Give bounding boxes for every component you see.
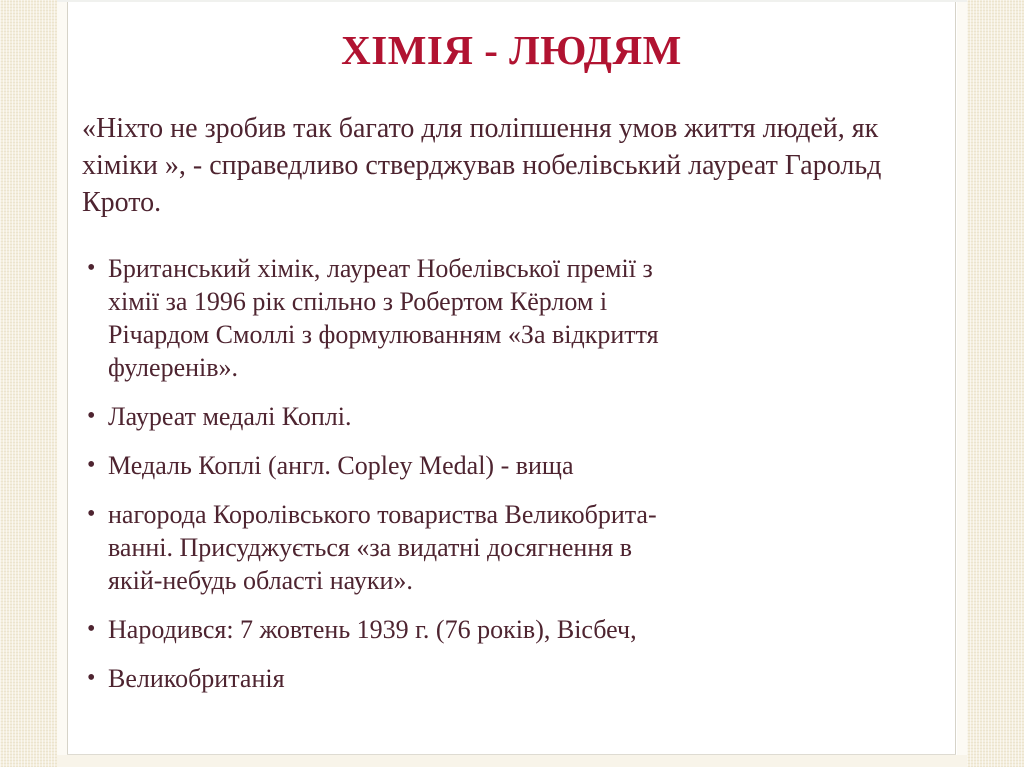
slide-border-right: [955, 0, 956, 755]
list-item: • Народився: 7 жовтень 1939 г. (76 років), Вісбеч,: [82, 613, 660, 646]
slide-edge-left: [57, 0, 67, 755]
slide-border-bottom: [67, 754, 956, 755]
list-item: • Британський хімік, лауреат Нобелівської премії з хімії за 1996 рік спільно з Робертом Кёрлом і Річардом Смоллі з формулюванням «За відкриття фулеренів».: [82, 252, 660, 384]
slide-border-top: [57, 0, 967, 2]
slide-edge-right: [957, 0, 967, 755]
list-item: • Лауреат медалі Коплі.: [82, 400, 660, 433]
slide-title: ХІМІЯ - ЛЮДЯМ: [341, 27, 682, 73]
paper-texture-left: [0, 0, 57, 767]
slide-border-left: [67, 0, 68, 755]
intro-quote-paragraph: «Ніхто не зробив так багато для поліпшення умов життя людей, як хіміки », - справедливо стверджував нобелівський лауреат Гарольд Крото.: [82, 113, 882, 218]
list-item: • нагорода Королівського товариства Великобрита-ванні. Присуджується «за видатні досягнення в якій-небудь області науки».: [82, 498, 660, 597]
paper-texture-right: [967, 0, 1024, 767]
bullet-list: [82, 252, 660, 695]
list-item: • Медаль Коплі (англ. Copley Medal) - вища: [82, 449, 660, 482]
slide-panel: [68, 0, 955, 754]
list-item: • Великобританія: [82, 662, 660, 695]
bottom-strip: [57, 755, 967, 767]
